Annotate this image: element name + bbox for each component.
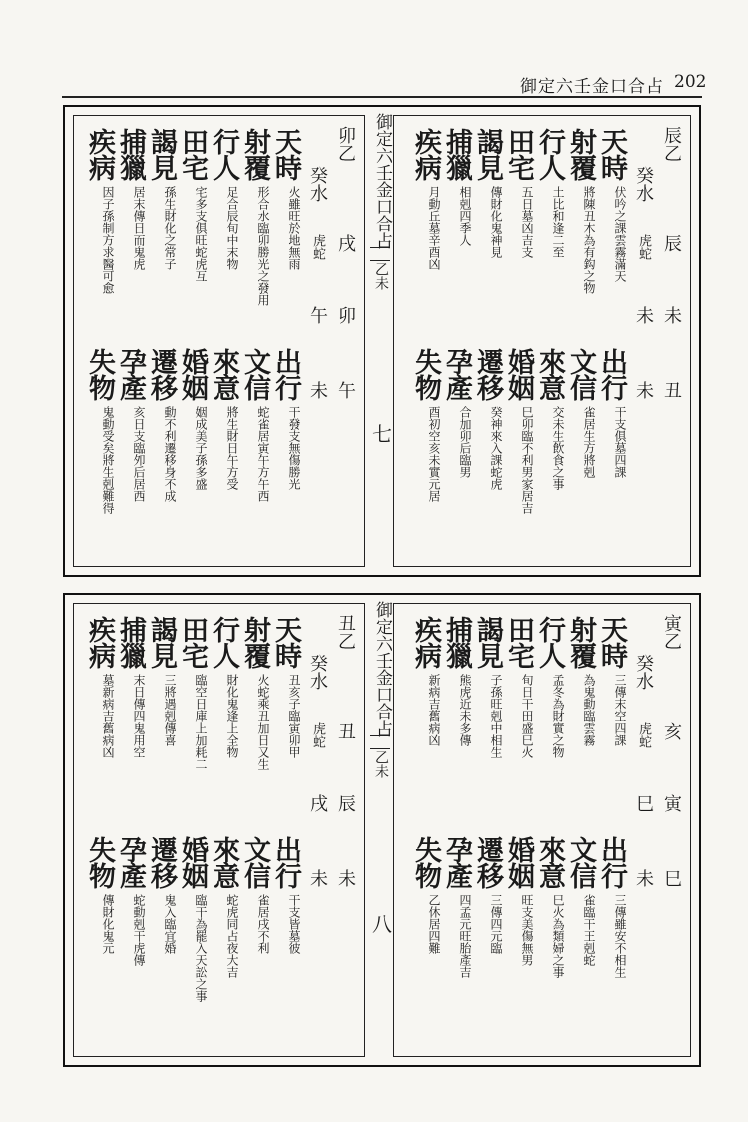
category-note: 財化鬼逢上全物 (225, 674, 239, 758)
category-label: 孕產 (115, 836, 146, 888)
spine-title: 御定六壬金口合占 (372, 601, 392, 737)
category-label: 天時 (596, 128, 627, 180)
ganzhi-h3: 卯 (335, 306, 356, 324)
ganzhi-h8: 未 (633, 381, 654, 399)
category-note: 傳財化鬼神見 (489, 186, 503, 258)
category-note: 干支皆墓彼 (287, 894, 301, 954)
category-label: 孕產 (115, 348, 146, 400)
category-note: 相剋四季人 (458, 186, 472, 246)
category-label: 謁見 (472, 616, 503, 668)
category-label: 失物 (410, 348, 441, 400)
ganzhi-h3: 寅 (661, 794, 682, 812)
category-note: 三傳四元臨 (489, 894, 503, 954)
book-title: 御定六壬金口合占 (520, 77, 664, 97)
category-note: 雀臨干王剋蛇 (582, 894, 596, 966)
right-section (393, 115, 691, 567)
category-note: 干發支無傷勝光 (287, 406, 301, 490)
center-spine (367, 595, 393, 1065)
category-label: 行人 (208, 616, 239, 668)
ganzhi-h7: 巳 (633, 794, 654, 812)
category-note: 鬼動受矣將生剋難得 (101, 406, 115, 514)
category-label: 射覆 (239, 616, 270, 668)
category-note: 巳卯臨不利男家居吉 (520, 406, 534, 514)
category-note: 鬼入臨宜婚 (163, 894, 177, 954)
category-note: 丑亥子臨寅卯甲 (287, 674, 301, 758)
category-note: 蛇動剋干虎傳 (132, 894, 146, 966)
category-note: 為鬼動臨雲霧 (582, 674, 596, 746)
ganzhi-h2: 丑 (335, 722, 356, 740)
ganzhi-h1: 卯乙 (335, 126, 356, 162)
category-note: 旬日干田盛巳火 (520, 674, 534, 758)
ganzhi-h1: 寅乙 (661, 614, 682, 650)
category-label: 謁見 (146, 128, 177, 180)
category-note: 將生財日午方受 (225, 406, 239, 490)
category-note: 合加卯后臨男 (458, 406, 472, 478)
category-label: 田宅 (177, 128, 208, 180)
category-note: 熊虎近未多傳 (458, 674, 472, 746)
spine-subtitle: 乙未 (373, 750, 389, 778)
ganzhi-h4: 未 (335, 869, 356, 887)
category-label: 捕獵 (115, 128, 146, 180)
category-note: 雀居生方將剋 (582, 406, 596, 478)
category-note: 酉初空亥未實元居 (427, 406, 441, 502)
category-label: 遷移 (472, 836, 503, 888)
category-label: 行人 (534, 616, 565, 668)
category-label: 遷移 (146, 836, 177, 888)
category-label: 遷移 (146, 348, 177, 400)
ganzhi-h8: 未 (307, 381, 328, 399)
ganzhi-h1: 辰乙 (661, 126, 682, 162)
right-section (393, 603, 691, 1057)
category-label: 婚姻 (177, 348, 208, 400)
category-note: 火蛇乘丑加日又生 (256, 674, 270, 770)
ganzhi-h6: 虎蛇 (636, 722, 651, 748)
category-note: 五日墓凶吉支 (520, 186, 534, 258)
page-block-1 (63, 105, 701, 577)
ganzhi-h2: 亥 (661, 722, 682, 740)
category-note: 足合辰旬中末物 (225, 186, 239, 270)
category-note: 三將遇剋傳喜 (163, 674, 177, 746)
spine-title: 御定六壬金口合占 (372, 113, 392, 249)
category-label: 田宅 (503, 128, 534, 180)
category-note: 三傳末空四課 (613, 674, 627, 746)
ganzhi-h4: 丑 (661, 381, 682, 399)
category-note: 旺支美傷無男 (520, 894, 534, 966)
category-label: 射覆 (565, 128, 596, 180)
category-label: 孕產 (441, 836, 472, 888)
category-label: 文信 (565, 348, 596, 400)
category-label: 遷移 (472, 348, 503, 400)
category-note: 蛇虎同占夜大吉 (225, 894, 239, 978)
ganzhi-h5: 癸水 (633, 654, 654, 690)
category-label: 田宅 (503, 616, 534, 668)
category-label: 天時 (270, 616, 301, 668)
category-label: 婚姻 (503, 836, 534, 888)
category-note: 癸神來入課蛇虎 (489, 406, 503, 490)
category-note: 雀居戌不利 (256, 894, 270, 954)
category-note: 孫生財化之常子 (163, 186, 177, 270)
page-number: 202 (674, 72, 707, 92)
ganzhi-h8: 未 (633, 869, 654, 887)
category-label: 孕產 (441, 348, 472, 400)
category-note: 三傳雖安不相生 (613, 894, 627, 978)
category-note: 伏吟之課雲霧滿天 (613, 186, 627, 282)
ganzhi-h7: 午 (307, 306, 328, 324)
ganzhi-h2: 辰 (661, 234, 682, 252)
category-label: 出行 (596, 836, 627, 888)
category-note: 子孫旺剋中相生 (489, 674, 503, 758)
header-rule (62, 96, 702, 98)
category-label: 來意 (208, 836, 239, 888)
category-label: 疾病 (84, 616, 115, 668)
category-note: 月動丘墓辛酉凶 (427, 186, 441, 270)
category-note: 亥日支臨夘后居西 (132, 406, 146, 502)
category-note: 干支俱墓四課 (613, 406, 627, 478)
category-label: 來意 (534, 836, 565, 888)
category-note: 居末傳日而鬼虎 (132, 186, 146, 270)
category-note: 交未生飲食之事 (551, 406, 565, 490)
ganzhi-h2: 戌 (335, 234, 356, 252)
category-note: 土比和逢二至 (551, 186, 565, 258)
ganzhi-h7: 戌 (307, 794, 328, 812)
ganzhi-h7: 未 (633, 306, 654, 324)
page-header (0, 64, 748, 97)
category-label: 謁見 (472, 128, 503, 180)
leaf-number: 七 (372, 422, 392, 446)
category-note: 末日傳四鬼用空 (132, 674, 146, 758)
spine-subtitle: 乙未 (373, 262, 389, 290)
category-note: 孟冬為財實之物 (551, 674, 565, 758)
category-note: 動不利遷移身不成 (163, 406, 177, 502)
category-note: 四孟元旺胎產吉 (458, 894, 472, 978)
category-note: 巳火為類婦之事 (551, 894, 565, 978)
category-note: 將陳丑木為有鈎之物 (582, 186, 596, 294)
ganzhi-h5: 癸水 (633, 166, 654, 202)
category-label: 失物 (410, 836, 441, 888)
category-label: 失物 (84, 836, 115, 888)
category-label: 失物 (84, 348, 115, 400)
category-label: 婚姻 (177, 836, 208, 888)
category-label: 出行 (270, 348, 301, 400)
leaf-number: 八 (372, 912, 392, 936)
category-label: 出行 (596, 348, 627, 400)
category-label: 行人 (534, 128, 565, 180)
category-label: 天時 (270, 128, 301, 180)
category-label: 謁見 (146, 616, 177, 668)
ganzhi-h6: 虎蛇 (310, 722, 325, 748)
category-label: 疾病 (410, 128, 441, 180)
category-note: 形合水臨卯勝光之發用 (256, 186, 270, 306)
category-label: 來意 (208, 348, 239, 400)
category-label: 捕獵 (115, 616, 146, 668)
ganzhi-h3: 未 (661, 306, 682, 324)
ganzhi-h6: 虎蛇 (310, 234, 325, 260)
category-note: 蛇雀居寅午方午西 (256, 406, 270, 502)
category-label: 行人 (208, 128, 239, 180)
ganzhi-h4: 巳 (661, 869, 682, 887)
category-label: 疾病 (410, 616, 441, 668)
category-note: 因子孫制方求醫可愈 (101, 186, 115, 294)
category-note: 姻成美子孫多盛 (194, 406, 208, 490)
category-label: 出行 (270, 836, 301, 888)
category-label: 捕獵 (441, 616, 472, 668)
category-label: 文信 (565, 836, 596, 888)
category-note: 新病吉舊病凶 (427, 674, 441, 746)
ganzhi-h3: 辰 (335, 794, 356, 812)
category-note: 臨空日庫上加耗二 (194, 674, 208, 770)
ganzhi-h8: 未 (307, 869, 328, 887)
category-label: 田宅 (177, 616, 208, 668)
ganzhi-h5: 癸水 (307, 654, 328, 690)
category-label: 疾病 (84, 128, 115, 180)
ganzhi-h6: 虎蛇 (636, 234, 651, 260)
category-note: 宅多支俱旺蛇虎互 (194, 186, 208, 282)
category-note: 臨干為罷入天訟之事 (194, 894, 208, 1002)
ganzhi-h1: 丑乙 (335, 614, 356, 650)
category-label: 文信 (239, 836, 270, 888)
category-label: 天時 (596, 616, 627, 668)
left-section (73, 115, 365, 567)
category-label: 婚姻 (503, 348, 534, 400)
category-label: 文信 (239, 348, 270, 400)
ganzhi-h4: 午 (335, 381, 356, 399)
category-label: 射覆 (565, 616, 596, 668)
category-note: 墓新病吉舊病凶 (101, 674, 115, 758)
fish-tail-mark (370, 247, 390, 261)
category-note: 乙休居四難 (427, 894, 441, 954)
page-block-2 (63, 593, 701, 1067)
category-note: 火雖旺於地無雨 (287, 186, 301, 270)
ganzhi-h5: 癸水 (307, 166, 328, 202)
category-label: 來意 (534, 348, 565, 400)
category-label: 捕獵 (441, 128, 472, 180)
left-section (73, 603, 365, 1057)
category-note: 傳財化鬼元 (101, 894, 115, 954)
fish-tail-mark (370, 735, 390, 749)
category-label: 射覆 (239, 128, 270, 180)
center-spine (367, 107, 393, 575)
